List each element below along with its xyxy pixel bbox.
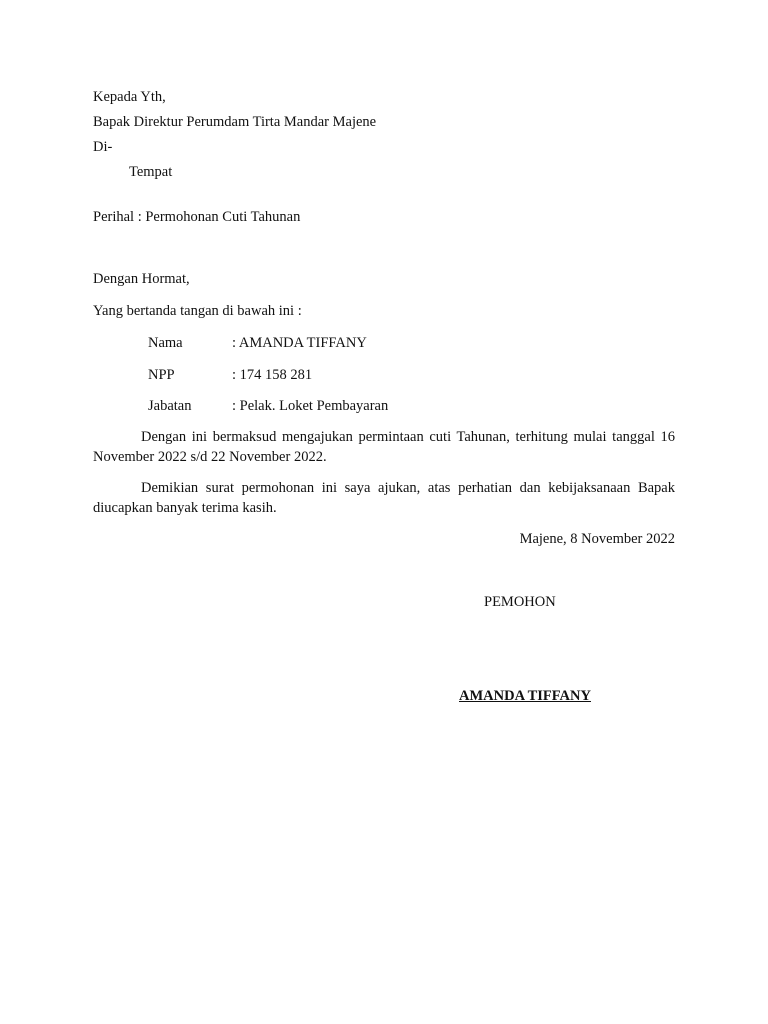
field-label-jabatan: Jabatan xyxy=(148,398,192,414)
letter-date: Majene, 8 November 2022 xyxy=(519,531,675,547)
recipient-di: Di- xyxy=(93,139,113,155)
body-paragraph-closing-text: Demikian surat permohonan ini saya ajukan, atas perhatian dan kebijaksanaan Bapak diucapkan banyak terima kasih. xyxy=(93,480,675,516)
salutation: Dengan Hormat, xyxy=(93,271,190,287)
field-label-npp: NPP xyxy=(148,367,175,383)
subject-line: Perihal : Permohonan Cuti Tahunan xyxy=(93,209,301,225)
signer-name: AMANDA TIFFANY xyxy=(459,688,591,704)
body-paragraph-closing xyxy=(93,478,675,518)
recipient-greeting: Kepada Yth, xyxy=(93,89,166,105)
field-label-nama: Nama xyxy=(148,335,183,351)
signer-title: PEMOHON xyxy=(484,594,556,610)
intro-line: Yang bertanda tangan di bawah ini : xyxy=(93,303,302,319)
body-paragraph-request xyxy=(93,427,675,467)
body-paragraph-request-text: Dengan ini bermaksud mengajukan permintaan cuti Tahunan, terhitung mulai tanggal 16 November 2022 s/d 22 November 2022. xyxy=(93,429,675,465)
field-value-nama: : AMANDA TIFFANY xyxy=(232,335,367,351)
field-value-npp: : 174 158 281 xyxy=(232,367,313,383)
recipient-name: Bapak Direktur Perumdam Tirta Mandar Majene xyxy=(93,114,377,130)
field-value-jabatan: : Pelak. Loket Pembayaran xyxy=(232,398,389,414)
recipient-place: Tempat xyxy=(129,164,173,180)
